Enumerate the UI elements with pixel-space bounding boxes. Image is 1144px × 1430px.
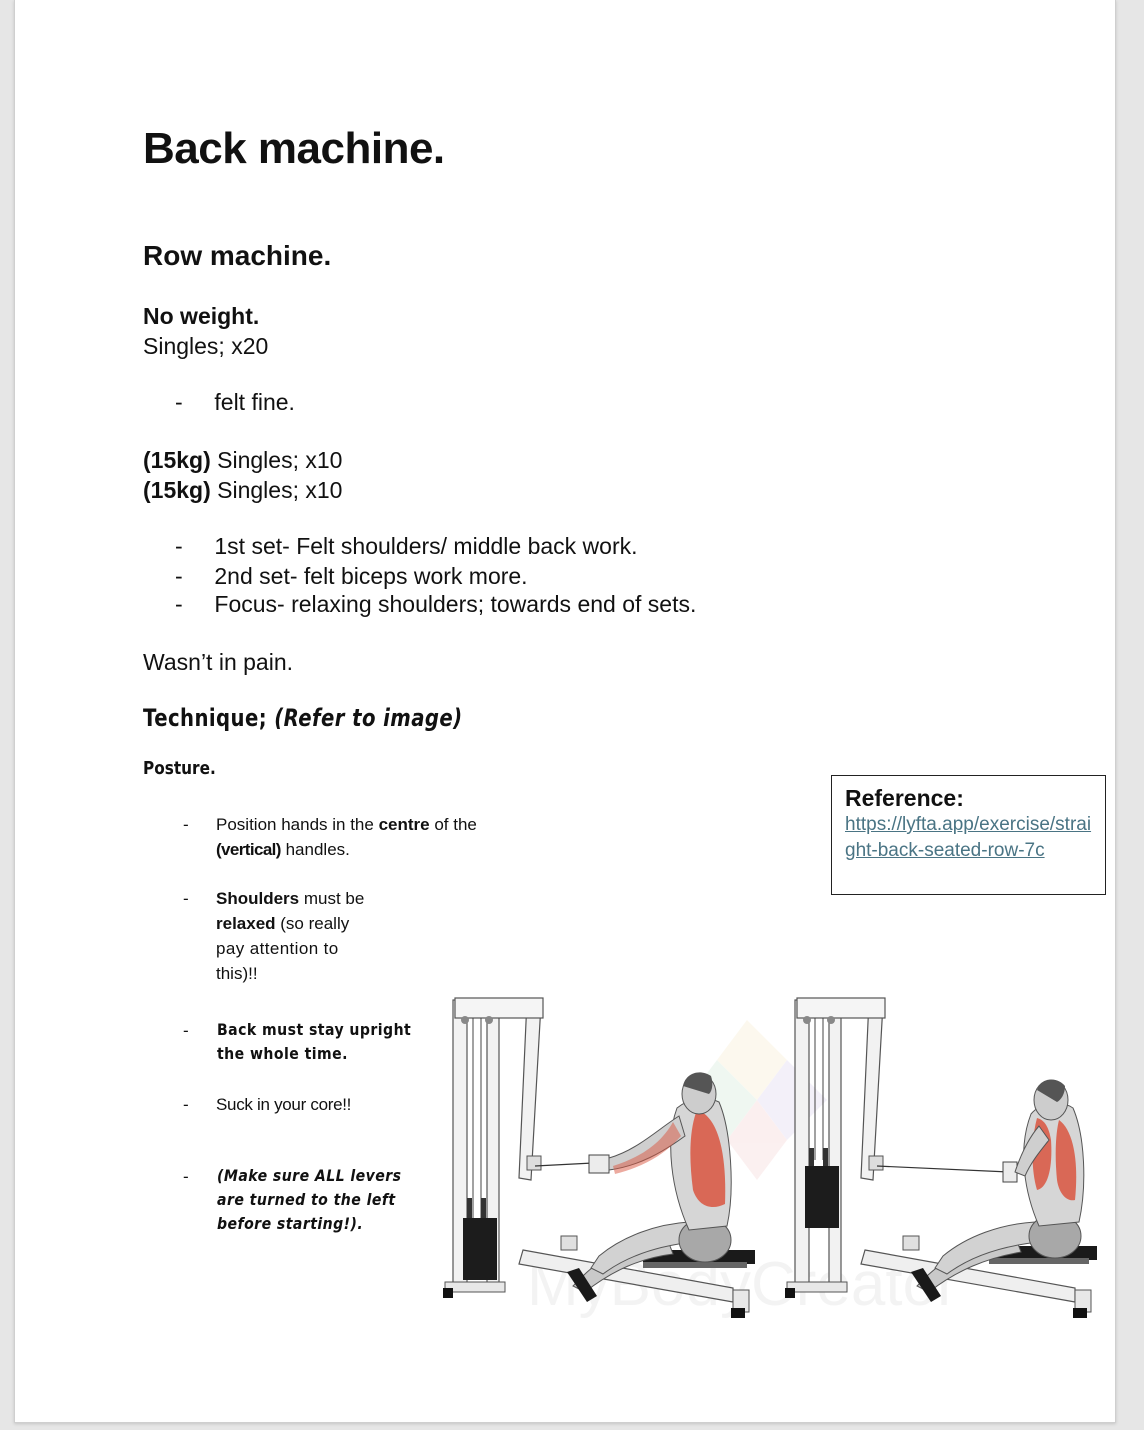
reference-title: Reference: [845, 785, 964, 811]
document-page: Back machine. Row machine. No weight. Singles; x20 - felt fine. (15kg) Singles; x10 (15kg) Singles; x10 - 1st set- Felt shoulders/ middle back work. - 2nd set- felt biceps work more. - Focus- relaxing shoulders; towards end of sets. Wasn’t in pain. Technique; (Refer to image) Posture. - Position hands in the centre of the (vertical) handles. - Shoulders must be relaxed (so really pay attention to this)!! - Back must stay upright the whole time. - Suck in your core!! - (Make sure ALL levers are turned to the left before starting!). Reference: https://lyfta.app/exercise/straight-back-seated-row-7c [14, 0, 1116, 1423]
set-label: No weight. [143, 303, 260, 329]
figure-pulled [785, 998, 1097, 1318]
list-item: - Focus- relaxing shoulders; towards end of sets. [175, 591, 697, 617]
technique-heading: Technique; (Refer to image) [143, 704, 463, 732]
reference-link[interactable]: https://lyfta.app/exercise/straight-back-seated-row-7c [845, 814, 1092, 861]
section-heading: Row machine. [143, 240, 332, 271]
list-item: - 2nd set- felt biceps work more. [175, 563, 528, 589]
reference-box [831, 775, 1106, 895]
list-item: - 1st set- Felt shoulders/ middle back work. [175, 533, 638, 559]
seated-row-illustration [427, 990, 1103, 1330]
bullet-dash: - [175, 389, 183, 415]
pain-note: Wasn’t in pain. [143, 649, 293, 675]
weight-line: (15kg) Singles; x10 [143, 447, 343, 473]
page-title: Back machine. [143, 124, 445, 173]
posture-label: Posture. [143, 758, 216, 779]
weight-line: (15kg) Singles; x10 [143, 477, 343, 503]
list-item: - felt fine. [175, 389, 295, 415]
set-reps: Singles; x20 [143, 333, 269, 359]
